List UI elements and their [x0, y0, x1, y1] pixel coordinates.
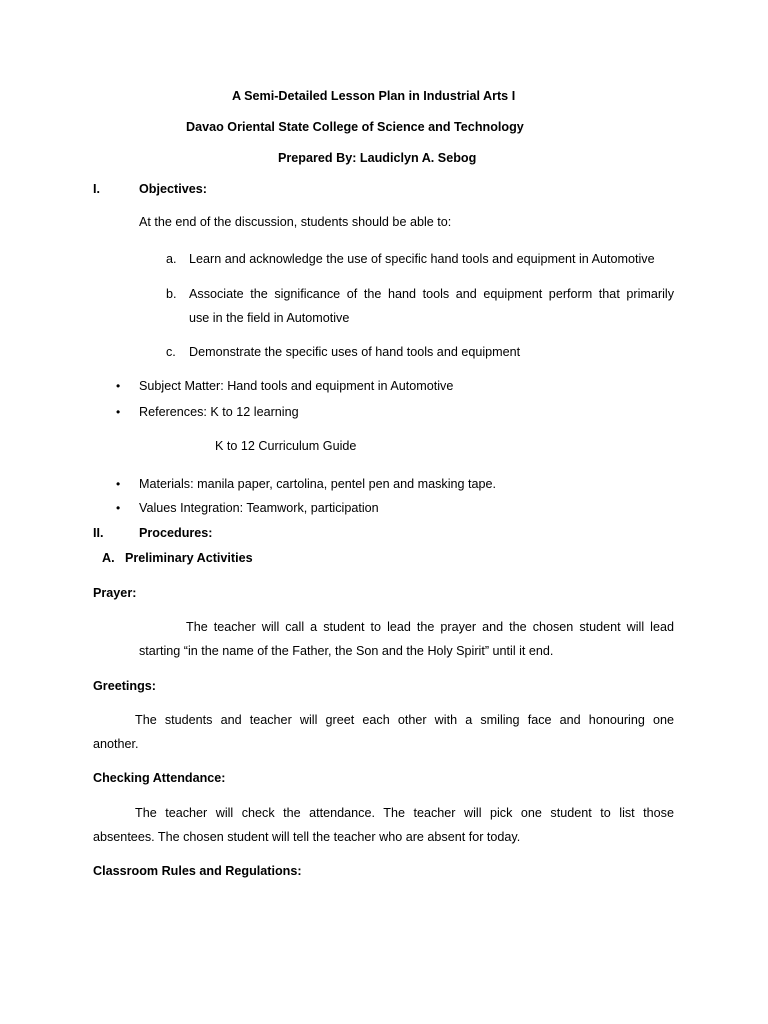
objectives-intro: At the end of the discussion, students should be able to:	[139, 215, 452, 229]
values-integration: Values Integration: Teamwork, participation	[139, 501, 379, 515]
greetings-line-1: The students and teacher will greet each other with a smiling face and honouring one	[135, 713, 674, 727]
greetings-line-2: another.	[93, 737, 139, 751]
materials: Materials: manila paper, cartolina, pentel pen and masking tape.	[139, 477, 497, 491]
bullet-icon: •	[116, 477, 121, 491]
prayer-heading: Prayer:	[93, 586, 137, 600]
objective-text-b: Associate the significance of the hand tools and equipment perform that primarily	[189, 287, 674, 301]
subject-matter: Subject Matter: Hand tools and equipment in Automotive	[139, 379, 454, 393]
prayer-line-1: The teacher will call a student to lead the prayer and the chosen student will lead	[186, 620, 674, 634]
bullet-icon: •	[116, 379, 121, 393]
objective-letter-a: a.	[166, 252, 177, 266]
attendance-heading: Checking Attendance:	[93, 771, 226, 785]
greetings-heading: Greetings:	[93, 679, 156, 693]
section-numeral-objectives: I.	[93, 182, 100, 196]
references-cont: K to 12 Curriculum Guide	[215, 439, 357, 453]
school-name: Davao Oriental State College of Science and Technology	[186, 120, 524, 134]
classroom-rules-heading: Classroom Rules and Regulations:	[93, 864, 302, 878]
objective-letter-c: c.	[166, 345, 176, 359]
subsection-letter-a: A.	[102, 551, 115, 565]
document-title: A Semi-Detailed Lesson Plan in Industrial Arts I	[232, 89, 516, 103]
bullet-icon: •	[116, 405, 121, 419]
attendance-line-1: The teacher will check the attendance. The teacher will pick one student to list those	[135, 806, 674, 820]
prayer-line-2: starting “in the name of the Father, the Son and the Holy Spirit” until it end.	[139, 644, 554, 658]
objective-text-b-cont: use in the field in Automotive	[189, 311, 350, 325]
section-heading-objectives: Objectives:	[139, 182, 207, 196]
attendance-line-2: absentees. The chosen student will tell the teacher who are absent for today.	[93, 830, 521, 844]
objective-text-a: Learn and acknowledge the use of specific hand tools and equipment in Automotive	[189, 252, 655, 266]
subsection-heading-preliminary: Preliminary Activities	[125, 551, 253, 565]
bullet-icon: •	[116, 501, 121, 515]
references: References: K to 12 learning	[139, 405, 299, 419]
section-numeral-procedures: II.	[93, 526, 104, 540]
objective-letter-b: b.	[166, 287, 177, 301]
prepared-by: Prepared By: Laudiclyn A. Sebog	[278, 151, 477, 165]
section-heading-procedures: Procedures:	[139, 526, 213, 540]
objective-text-c: Demonstrate the specific uses of hand tools and equipment	[189, 345, 521, 359]
